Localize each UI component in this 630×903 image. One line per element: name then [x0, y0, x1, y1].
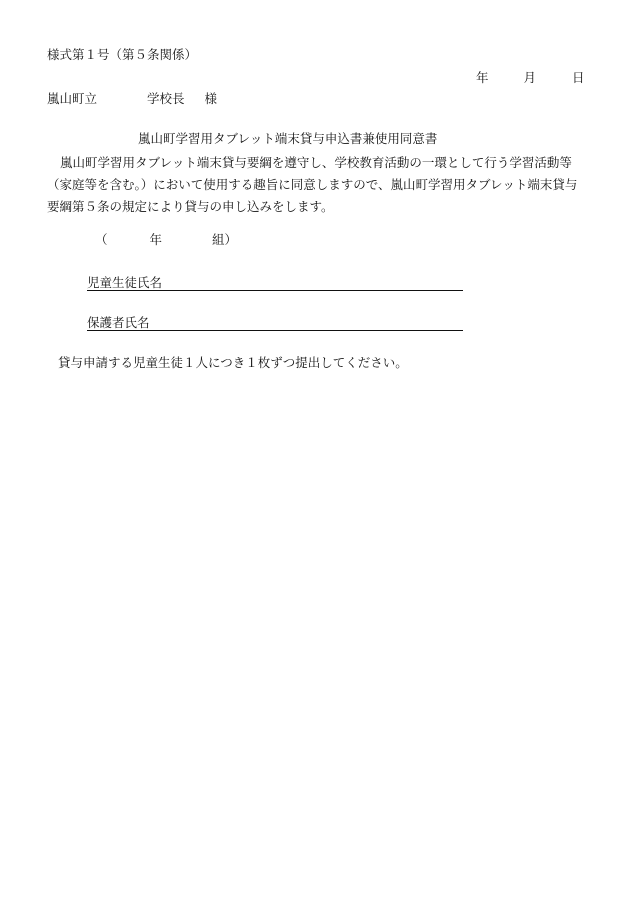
submission-note: 貸与申請する児童生徒１人につき１枚ずつ提出してください。: [58, 355, 408, 370]
addressee-principal: 学校長: [146, 91, 185, 106]
date-row: [476, 72, 584, 85]
date-day-label: 日: [571, 70, 585, 85]
date-year-label: 年: [476, 70, 489, 85]
date-month-label: 月: [523, 70, 536, 85]
body-paragraph: 嵐山町学習用タブレット端末貸与要綱を遵守し、学校教育活動の一環として行う学習活動等（家庭等を含む。）において使用する趣旨に同意しますので、嵐山町学習用タブレット端末貸与要綱第５条の規定により貸与の申し込みをします。: [47, 155, 578, 214]
guardian-name-field[interactable]: [87, 314, 463, 331]
grade-class-row: [95, 234, 237, 247]
student-name-field[interactable]: [87, 274, 463, 291]
document-title: 嵐山町学習用タブレット端末貸与申込書兼使用同意書: [138, 131, 438, 146]
class-label: 組）: [211, 232, 237, 247]
form-number-label: 様式第１号（第５条関係）: [47, 47, 198, 62]
addressee-town-school: 嵐山町立: [47, 91, 98, 106]
student-name-label: 児童生徒氏名: [87, 274, 163, 290]
grade-open-paren: （: [95, 232, 108, 247]
grade-label: 年: [149, 232, 162, 247]
addressee: [47, 93, 217, 106]
addressee-honorific: 様: [204, 91, 217, 106]
guardian-name-label: 保護者氏名: [87, 314, 150, 330]
